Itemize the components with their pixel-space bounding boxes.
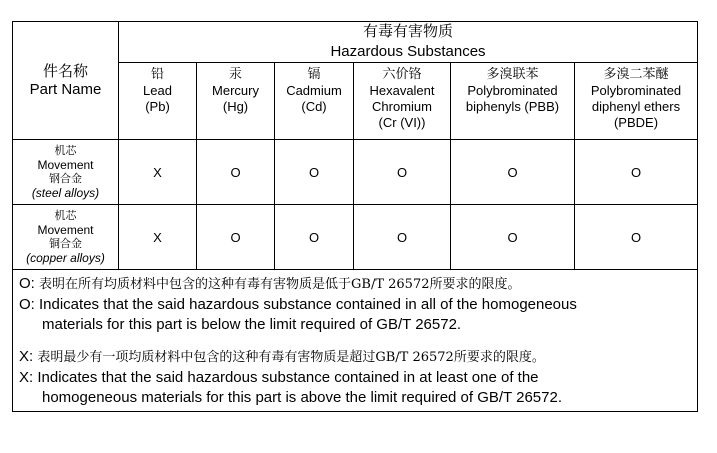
- part-name-cell: [13, 205, 119, 270]
- o-note-cn: [19, 274, 691, 295]
- part-name-cn1: 机芯: [54, 144, 77, 157]
- substance-mark-cell: O: [575, 205, 698, 270]
- o-note-cn-text: 表明在所有均质材料中包含的这种有毒有害物质是低于GB/T 26572所要求的限度。: [39, 277, 521, 292]
- hazardous-substances-en: Hazardous Substances: [330, 43, 486, 60]
- hazardous-substances-header: [119, 22, 698, 63]
- substance-name-cn: 镉: [307, 67, 321, 82]
- substance-name-cn: 多溴联苯: [486, 67, 539, 82]
- part-name-en: Part Name: [29, 80, 102, 98]
- notes-row: [13, 270, 698, 412]
- part-name-cn: 件名称: [42, 62, 88, 80]
- substance-name-en: biphenyls (PBB): [465, 99, 560, 114]
- substance-name-en: Mercury: [212, 83, 259, 98]
- substance-mark-cell: O: [354, 205, 451, 270]
- substance-header-4: [451, 63, 575, 140]
- substance-name-en: Cadmium: [286, 83, 342, 98]
- hazardous-substances-table: [12, 21, 698, 412]
- part-name-cn2: 钢合金: [49, 172, 82, 185]
- substance-mark-cell: X: [119, 205, 197, 270]
- substance-name-en: Polybrominated: [467, 83, 558, 98]
- substance-mark-cell: O: [275, 205, 354, 270]
- substance-name-en: Chromium: [372, 99, 432, 114]
- hazardous-substances-cn: 有毒有害物质: [362, 23, 453, 40]
- substance-header-1: [197, 63, 275, 140]
- x-note-cn-text: 表明最少有一项均质材料中包含的这种有毒有害物质是超过GB/T 26572所要求的限度。: [37, 350, 545, 365]
- o-note-en-line1: O: Indicates that the said hazardous substance contained in all of the homogeneous: [19, 296, 577, 313]
- substance-name-cn: 六价铬: [382, 67, 422, 82]
- table-row: [13, 205, 698, 270]
- o-note-en-line2: materials for this part is below the limit required of GB/T 26572.: [42, 316, 462, 333]
- substance-mark-cell: O: [575, 140, 698, 205]
- table-row: [13, 140, 698, 205]
- substance-header-5: [575, 63, 698, 140]
- part-name-en2: (copper alloys): [26, 251, 105, 265]
- substance-mark-cell: O: [354, 140, 451, 205]
- substance-name-cn: 汞: [228, 67, 242, 82]
- part-name-header: [13, 22, 119, 140]
- substance-name-en: (Pb): [145, 99, 170, 114]
- header-row: [13, 22, 698, 63]
- substance-name-en: (Cd): [301, 99, 327, 114]
- substance-mark-cell: O: [451, 205, 575, 270]
- hazardous-substances-document: [12, 21, 697, 412]
- substance-name-en: (PBDE): [613, 115, 659, 130]
- notes-cell: [13, 270, 698, 412]
- substance-mark-cell: O: [197, 205, 275, 270]
- substance-name-en: Polybrominated: [590, 83, 682, 98]
- substance-name-en: (Cr (VI)): [378, 115, 426, 130]
- substance-header-3: [354, 63, 451, 140]
- part-name-en2: (steel alloys): [31, 186, 100, 200]
- substance-name-cn: 多溴二苯醚: [603, 67, 669, 82]
- substance-mark-cell: X: [119, 140, 197, 205]
- o-note-cn-prefix: O:: [19, 275, 40, 292]
- substance-name-en: Hexavalent: [369, 83, 435, 98]
- x-note-en-line2: homogeneous materials for this part is above the limit required of GB/T 26572.: [42, 389, 562, 406]
- x-note-cn-prefix: X:: [19, 348, 38, 365]
- part-name-cn2: 铜合金: [49, 237, 82, 250]
- substance-name-cn: 铅: [150, 67, 164, 82]
- substance-name-en: diphenyl ethers: [591, 99, 681, 114]
- substance-mark-cell: O: [275, 140, 354, 205]
- substance-mark-cell: O: [451, 140, 575, 205]
- substance-name-en: (Hg): [222, 99, 249, 114]
- part-name-cn1: 机芯: [54, 209, 77, 222]
- part-name-en1: Movement: [37, 223, 94, 237]
- part-name-cell: [13, 140, 119, 205]
- substance-name-en: Lead: [143, 83, 172, 98]
- substance-header-2: [275, 63, 354, 140]
- x-note-cn: [19, 347, 691, 368]
- substance-header-0: [119, 63, 197, 140]
- x-note-en-line1: X: Indicates that the said hazardous substance contained in at least one of the: [19, 369, 539, 386]
- part-name-en1: Movement: [37, 158, 94, 172]
- substance-mark-cell: O: [197, 140, 275, 205]
